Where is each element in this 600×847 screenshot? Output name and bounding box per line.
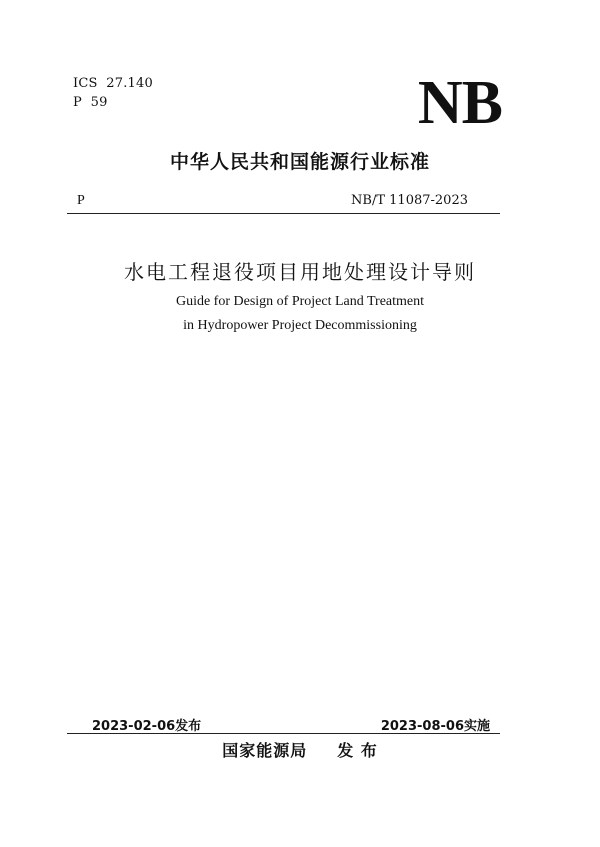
title-english-line-1: Guide for Design of Project Land Treatment — [175, 294, 425, 309]
classification-code: P — [77, 193, 85, 208]
issuer-line — [0, 738, 600, 761]
ics-code: ICS 27.140 — [73, 76, 153, 91]
issuer-name: 国家能源局 — [222, 741, 308, 760]
title-chinese: 水电工程退役项目用地处理设计导则 — [124, 260, 476, 284]
footer-divider — [67, 733, 500, 734]
issue-date: 2023-02-06发布 — [92, 719, 202, 734]
implementation-date: 2023-08-06实施 — [380, 719, 490, 734]
ccs-code: P 59 — [73, 95, 108, 110]
nb-logo: NB — [417, 69, 502, 137]
header-divider — [67, 213, 500, 214]
title-english — [0, 290, 600, 338]
issuer-action: 发 布 — [337, 741, 378, 760]
industry-standard-heading: 中华人民共和国能源行业标准 — [169, 151, 430, 173]
title-english-line-2: in Hydropower Project Decommissioning — [183, 318, 417, 333]
ics-block — [73, 74, 153, 112]
standard-number: NB/T 11087-2023 — [351, 193, 468, 208]
